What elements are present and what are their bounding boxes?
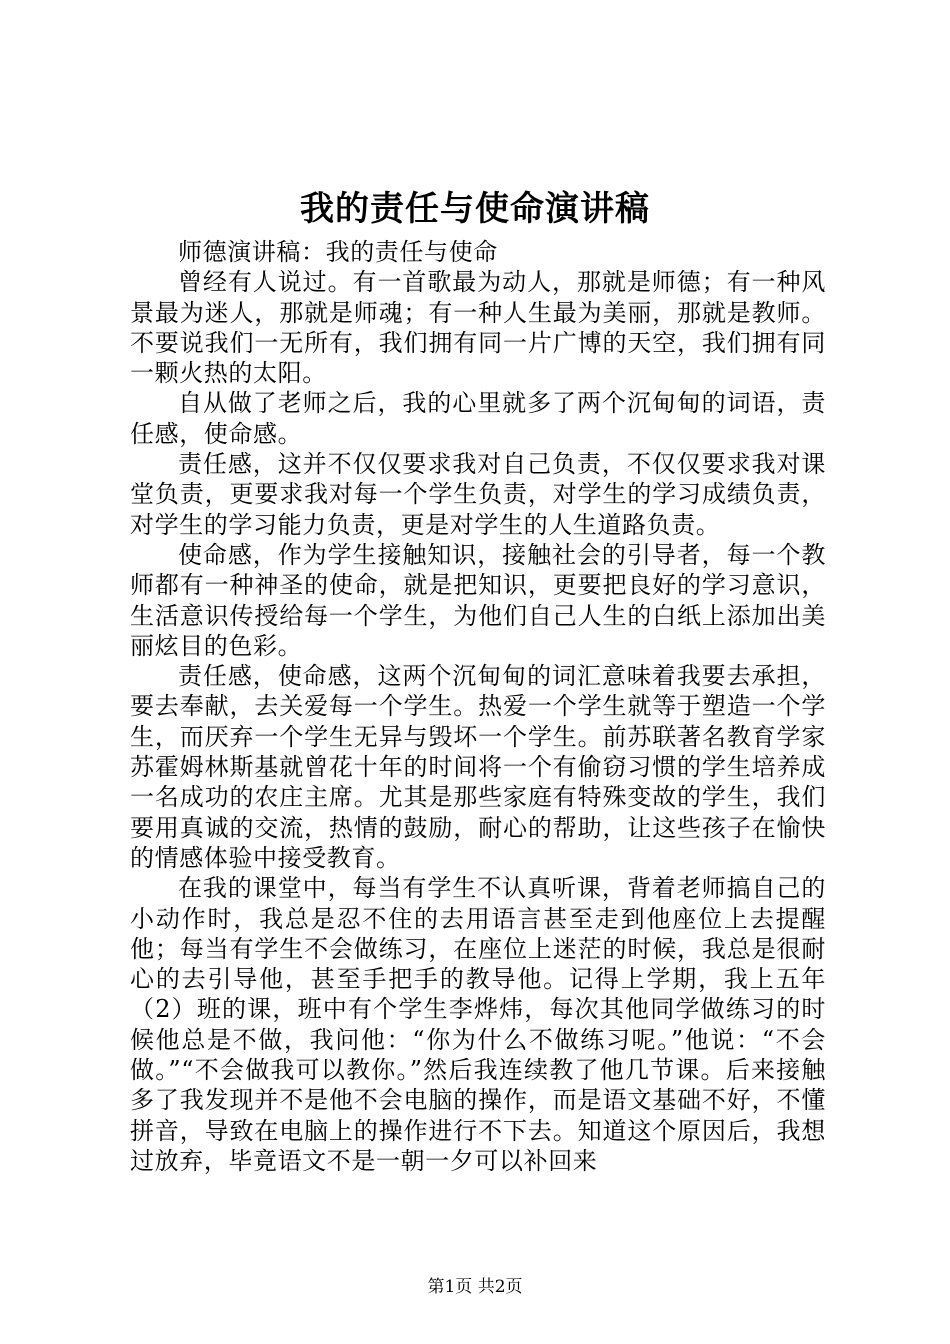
body-paragraph: 责任感，使命感，这两个沉甸甸的词汇意味着我要去承担，要去奉献，去关爱每一个学生。热爱一个学生就等于塑造一个学生，而厌弃一个学生无异与毁坏一个学生。前苏联著名教育学家苏霍姆林斯基就曾花十年的时间将一个有偷窃习惯的学生培养成一名成功的农庄主席。尤其是那些家庭有特殊变故的学生，我们要用真诚的交流，热情的鼓励，耐心的帮助，让这些孩子在愉快的情感体验中接受教育。 [130, 662, 826, 872]
subtitle-paragraph: 师德演讲稿：我的责任与使命 [178, 238, 498, 266]
body-paragraph: 使命感，作为学生接触知识，接触社会的引导者，每一个教师都有一种神圣的使命，就是把知识，更要把良好的学习意识，生活意识传授给每一个学生，为他们自己人生的白纸上添加出美丽炫目的色彩。 [130, 540, 826, 660]
body-paragraph: 责任感，这并不仅仅要求我对自己负责，不仅仅要求我对课堂负责，更要求我对每一个学生负责，对学生的学习成绩负责，对学生的学习能力负责，更是对学生的人生道路负责。 [130, 450, 826, 539]
document-body [130, 237, 826, 1176]
body-paragraph: 自从做了老师之后，我的心里就多了两个沉甸甸的词语，责任感，使命感。 [130, 389, 826, 448]
body-paragraph: 曾经有人说过。有一首歌最为动人，那就是师德；有一种风景最为迷人，那就是师魂；有一种人生最为美丽，那就是教师。不要说我们一无所有，我们拥有同一片广博的天空，我们拥有同一颗火热的太阳。 [130, 268, 826, 388]
body-paragraph: 在我的课堂中，每当有学生不认真听课，背着老师搞自己的小动作时，我总是忍不住的去用语言甚至走到他座位上去提醒他；每当有学生不会做练习，在座位上迷茫的时候，我总是很耐心的去引导他，甚至手把手的教导他。记得上学期，我上五年（2）班的课，班中有个学生李烨炜，每次其他同学做练习的时候他总是不做，我问他：“你为什么不做练习呢。”他说：“不会做。”“不会做我可以教你。”然后我连续教了他几节课。后来接触多了我发现并不是他不会电脑的操作，而是语文基础不好，不懂拼音，导致在电脑上的操作进行不下去。知道这个原因后，我想过放弃，毕竟语文不是一朝一夕可以补回来 [130, 874, 826, 1175]
document-title: 我的责任与使命演讲稿 [300, 189, 650, 229]
page-footer: 第1页 共2页 [427, 1277, 523, 1297]
